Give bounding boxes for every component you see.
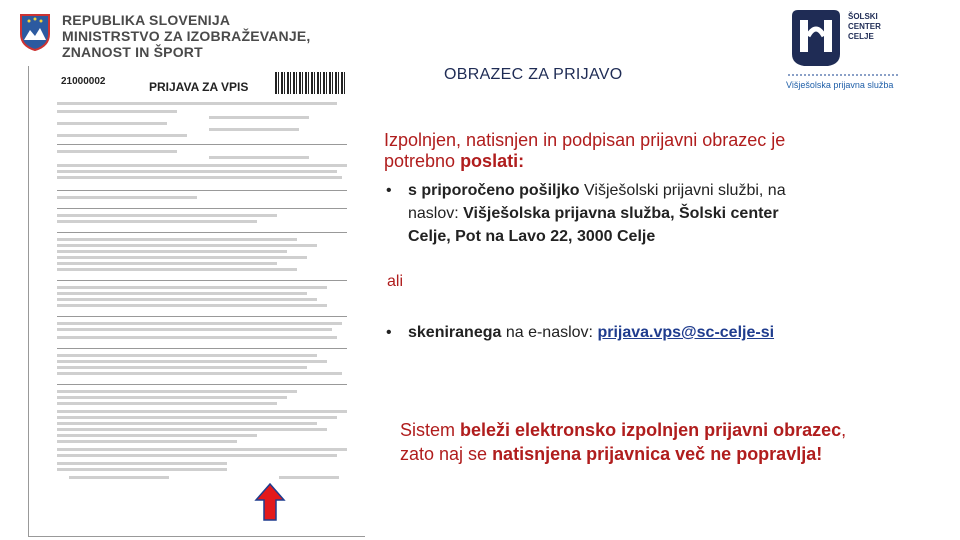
form-text-line xyxy=(57,134,187,137)
school-name-line-3: CELJE xyxy=(848,32,874,41)
bullet-email xyxy=(386,322,846,344)
form-text-line xyxy=(57,286,327,289)
form-text-line xyxy=(209,156,309,159)
form-text-line xyxy=(57,214,277,217)
form-text-line xyxy=(57,410,347,413)
form-rule xyxy=(57,384,347,385)
coat-of-arms-icon xyxy=(18,12,52,52)
form-number: 21000002 xyxy=(61,76,106,87)
form-rule xyxy=(57,348,347,349)
ministry-name xyxy=(62,12,310,60)
bullet-mail-address: Višješolska prijavna služba, Šolski center Celje, Pot na Lavo 22, 3000 Celje xyxy=(408,205,779,245)
form-text-line xyxy=(57,360,327,363)
logo-caption: Višješolska prijavna služba xyxy=(786,80,894,90)
form-text-line xyxy=(57,354,317,357)
form-text-line xyxy=(209,128,299,131)
form-text-line xyxy=(57,176,342,179)
note-bold-2: natisnjena prijavnica xyxy=(492,444,671,464)
form-text-line xyxy=(57,268,297,271)
note-part-1: Sistem xyxy=(400,420,461,440)
form-text-line xyxy=(209,116,309,119)
bullet-dot: • xyxy=(386,182,392,199)
page-title: OBRAZEC ZA PRIJAVO xyxy=(444,66,623,83)
form-text-line xyxy=(57,196,197,199)
form-text-line xyxy=(57,366,307,369)
ministry-line-1: REPUBLIKA SLOVENIJA xyxy=(62,12,231,28)
form-text-line xyxy=(279,476,339,479)
email-link[interactable]: prijava.vps@sc-celje-si xyxy=(597,324,775,341)
note-text xyxy=(400,418,870,466)
note-bold-3: več ne popravlja! xyxy=(675,444,823,464)
note-bold-1: beleži elektronsko izpolnjen prijavni obrazec xyxy=(460,420,842,440)
form-text-line xyxy=(57,150,177,153)
form-rule xyxy=(57,190,347,191)
form-rule xyxy=(57,232,347,233)
bullet-email-bold: skeniranega xyxy=(408,324,502,341)
form-text-line xyxy=(57,402,277,405)
form-text-line xyxy=(57,390,297,393)
form-text-line xyxy=(57,416,337,419)
form-text-line xyxy=(69,476,169,479)
form-text-line xyxy=(57,220,257,223)
form-text-line xyxy=(57,322,342,325)
bullet-mail-text xyxy=(386,179,816,248)
form-rule xyxy=(57,208,347,209)
school-name-line-1: ŠOLSKI xyxy=(848,12,878,21)
bullet-email-plain: na e-naslov: xyxy=(501,324,598,341)
form-text-line xyxy=(57,396,287,399)
form-text-line xyxy=(57,292,307,295)
school-name-line-2: CENTER xyxy=(848,22,881,31)
ministry-header xyxy=(18,12,310,60)
form-text-line xyxy=(57,238,297,241)
form-scan-image xyxy=(28,66,365,537)
ali-text: ali xyxy=(387,273,404,290)
form-text-line xyxy=(57,256,307,259)
form-text-line xyxy=(57,336,337,339)
form-text-line xyxy=(57,304,327,307)
form-rule xyxy=(57,280,347,281)
form-rule xyxy=(57,316,347,317)
bullet-mail-bold: s priporočeno pošiljko xyxy=(408,182,580,199)
bullet-dot: • xyxy=(386,324,392,341)
logo-divider xyxy=(788,74,898,76)
form-text-line xyxy=(57,448,347,451)
note-part-2: , zato naj se xyxy=(400,420,847,464)
form-text-line xyxy=(57,298,317,301)
form-title: PRIJAVA ZA VPIS xyxy=(149,80,249,94)
intro-bold: poslati: xyxy=(460,151,525,171)
form-text-line xyxy=(57,428,327,431)
school-name xyxy=(848,12,881,42)
school-logo-icon xyxy=(788,8,844,68)
form-text-line xyxy=(57,434,257,437)
ministry-line-2: MINISTRSTVO ZA IZOBRAŽEVANJE, xyxy=(62,28,311,44)
form-text-line xyxy=(57,250,287,253)
bullet-mail xyxy=(386,179,816,248)
intro-plain: Izpolnjen, natisnjen in podpisan prijavni obrazec je potrebno xyxy=(384,130,786,171)
ministry-line-3: ZNANOST IN ŠPORT xyxy=(62,44,203,60)
form-text-line xyxy=(57,170,337,173)
barcode xyxy=(275,72,345,94)
form-text-line xyxy=(57,454,337,457)
form-text-line xyxy=(57,244,317,247)
bullet-email-text xyxy=(386,322,846,344)
form-text-line xyxy=(57,422,317,425)
form-text-line xyxy=(57,110,177,113)
form-text-line xyxy=(57,462,227,465)
form-text-line xyxy=(57,262,277,265)
form-text-line xyxy=(57,164,347,167)
form-rule xyxy=(57,144,347,145)
form-text-line xyxy=(57,440,237,443)
form-rule xyxy=(57,102,337,105)
school-logo xyxy=(784,8,902,88)
bullet-mail-plain: Višješolski prijavni službi, na naslov: xyxy=(408,182,786,222)
form-text-line xyxy=(57,328,332,331)
form-text-line xyxy=(57,122,167,125)
form-text-line xyxy=(57,372,342,375)
form-text-line xyxy=(57,468,227,471)
intro-text xyxy=(384,130,824,172)
arrow-up-icon xyxy=(254,482,286,522)
